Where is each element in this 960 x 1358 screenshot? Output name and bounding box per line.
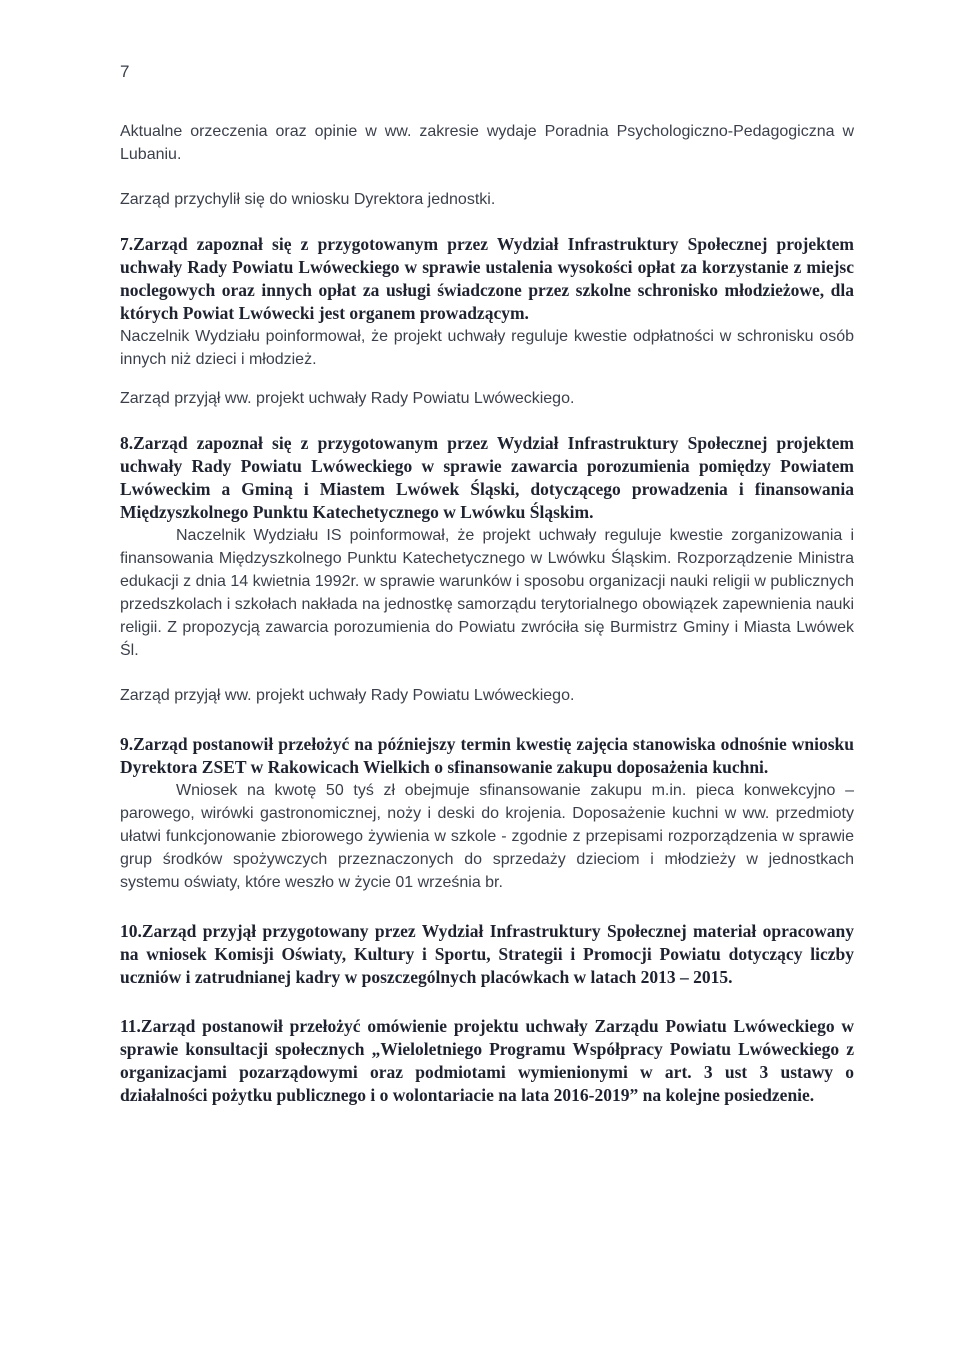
section-7-decision: Zarząd przyjął ww. projekt uchwały Rady Powiatu Lwóweckiego. bbox=[120, 390, 575, 407]
paragraph-board-approval: Zarząd przychylił się do wniosku Dyrektora jednostki. bbox=[120, 191, 496, 208]
section-11-heading: 11.Zarząd postanowił przełożyć omówienie projektu uchwały Zarządu Powiatu Lwóweckiego w sprawie konsultacji społecznych „Wieloletniego Programu Współpracy Powiatu Lwóweckiego z organizacjami pozarządowymi oraz podmiotami wymienionymi w art. 3 ust 3 ustawy o działalności pożytku publicznego i o wolontariacie na lata 2016-2019” na kolejne posiedzenie. bbox=[120, 1016, 854, 1105]
section-8-heading: 8.Zarząd zapoznał się z przygotowanym przez Wydział Infrastruktury Społecznej projektem uchwały Rady Powiatu Lwóweckiego w sprawie zawarcia porozumienia pomiędzy Powiatem Lwóweckim a Gminą i Miastem Lwówek Śląski, dotyczącego prowadzenia i finansowania Międzyszkolnego Punktu Katechetycznego w Lwówku Śląskim. bbox=[120, 433, 854, 522]
section-8-body: Naczelnik Wydziału IS poinformował, że projekt uchwały reguluje kwestie zorganizowania i finansowania Międzyszkolnego Punktu Katechetycznego w Lwówku Śląskim. Rozporządzenie Ministra edukacji z dnia 14 kwietnia 1992r. w sprawie warunków i sposobu organizacji nauki religii w publicznych przedszkolach i szkołach nakłada na jednostkę samorządu terytorialnego obowiązek zapewnienia nauki religii. Z propozycją zawarcia porozumienia do Powiatu zwróciła się Burmistrz Gminy i Miasta Lwówek Śl. bbox=[120, 527, 854, 659]
section-7-body: Naczelnik Wydziału poinformował, że projekt uchwały reguluje kwestie odpłatności w schronisku osób innych niż dzieci i młodzież. bbox=[120, 328, 854, 368]
section-8-decision: Zarząd przyjął ww. projekt uchwały Rady Powiatu Lwóweckiego. bbox=[120, 687, 575, 704]
paragraph-opinions-note: Aktualne orzeczenia oraz opinie w ww. zakresie wydaje Poradnia Psychologiczno-Pedagogiczna w Lubaniu. bbox=[120, 123, 854, 163]
section-10-heading: 10.Zarząd przyjął przygotowany przez Wydział Infrastruktury Społecznej materiał opracowany na wniosek Komisji Oświaty, Kultury i Sportu, Strategii i Promocji Powiatu dotyczący liczby uczniów i zatrudnianej kadry w poszczególnych placówkach w latach 2013 – 2015. bbox=[120, 921, 854, 987]
section-7-heading: 7.Zarząd zapoznał się z przygotowanym przez Wydział Infrastruktury Społecznej projektem uchwały Rady Powiatu Lwóweckiego w sprawie ustalenia wysokości opłat za korzystanie z miejsc noclegowych oraz innych opłat za usługi świadczone przez szkolne schronisko młodzieżowe, dla których Powiat Lwówecki jest organem prowadzącym. bbox=[120, 234, 854, 323]
section-9-heading: 9.Zarząd postanowił przełożyć na późniejszy termin kwestię zajęcia stanowiska odnośnie wniosku Dyrektora ZSET w Rakowicach Wielkich o sfinansowanie zakupu doposażenia kuchni. bbox=[120, 734, 854, 777]
page-number: 7 bbox=[120, 62, 130, 81]
document-body bbox=[120, 120, 854, 1107]
section-9-body: Wniosek na kwotę 50 tyś zł obejmuje sfinansowanie zakupu m.in. pieca konwekcyjno – parowego, wirówki gastronomicznej, noży i deski do krojenia. Doposażenie kuchni w ww. przedmioty ułatwi funkcjonowanie zbiorowego żywienia w szkole - zgodnie z przepisami rozporządzenia w sprawie grup środków spożywczych przeznaczonych do sprzedaży dzieciom i młodzieży w jednostkach systemu oświaty, które weszło w życie 01 września br. bbox=[120, 782, 854, 891]
